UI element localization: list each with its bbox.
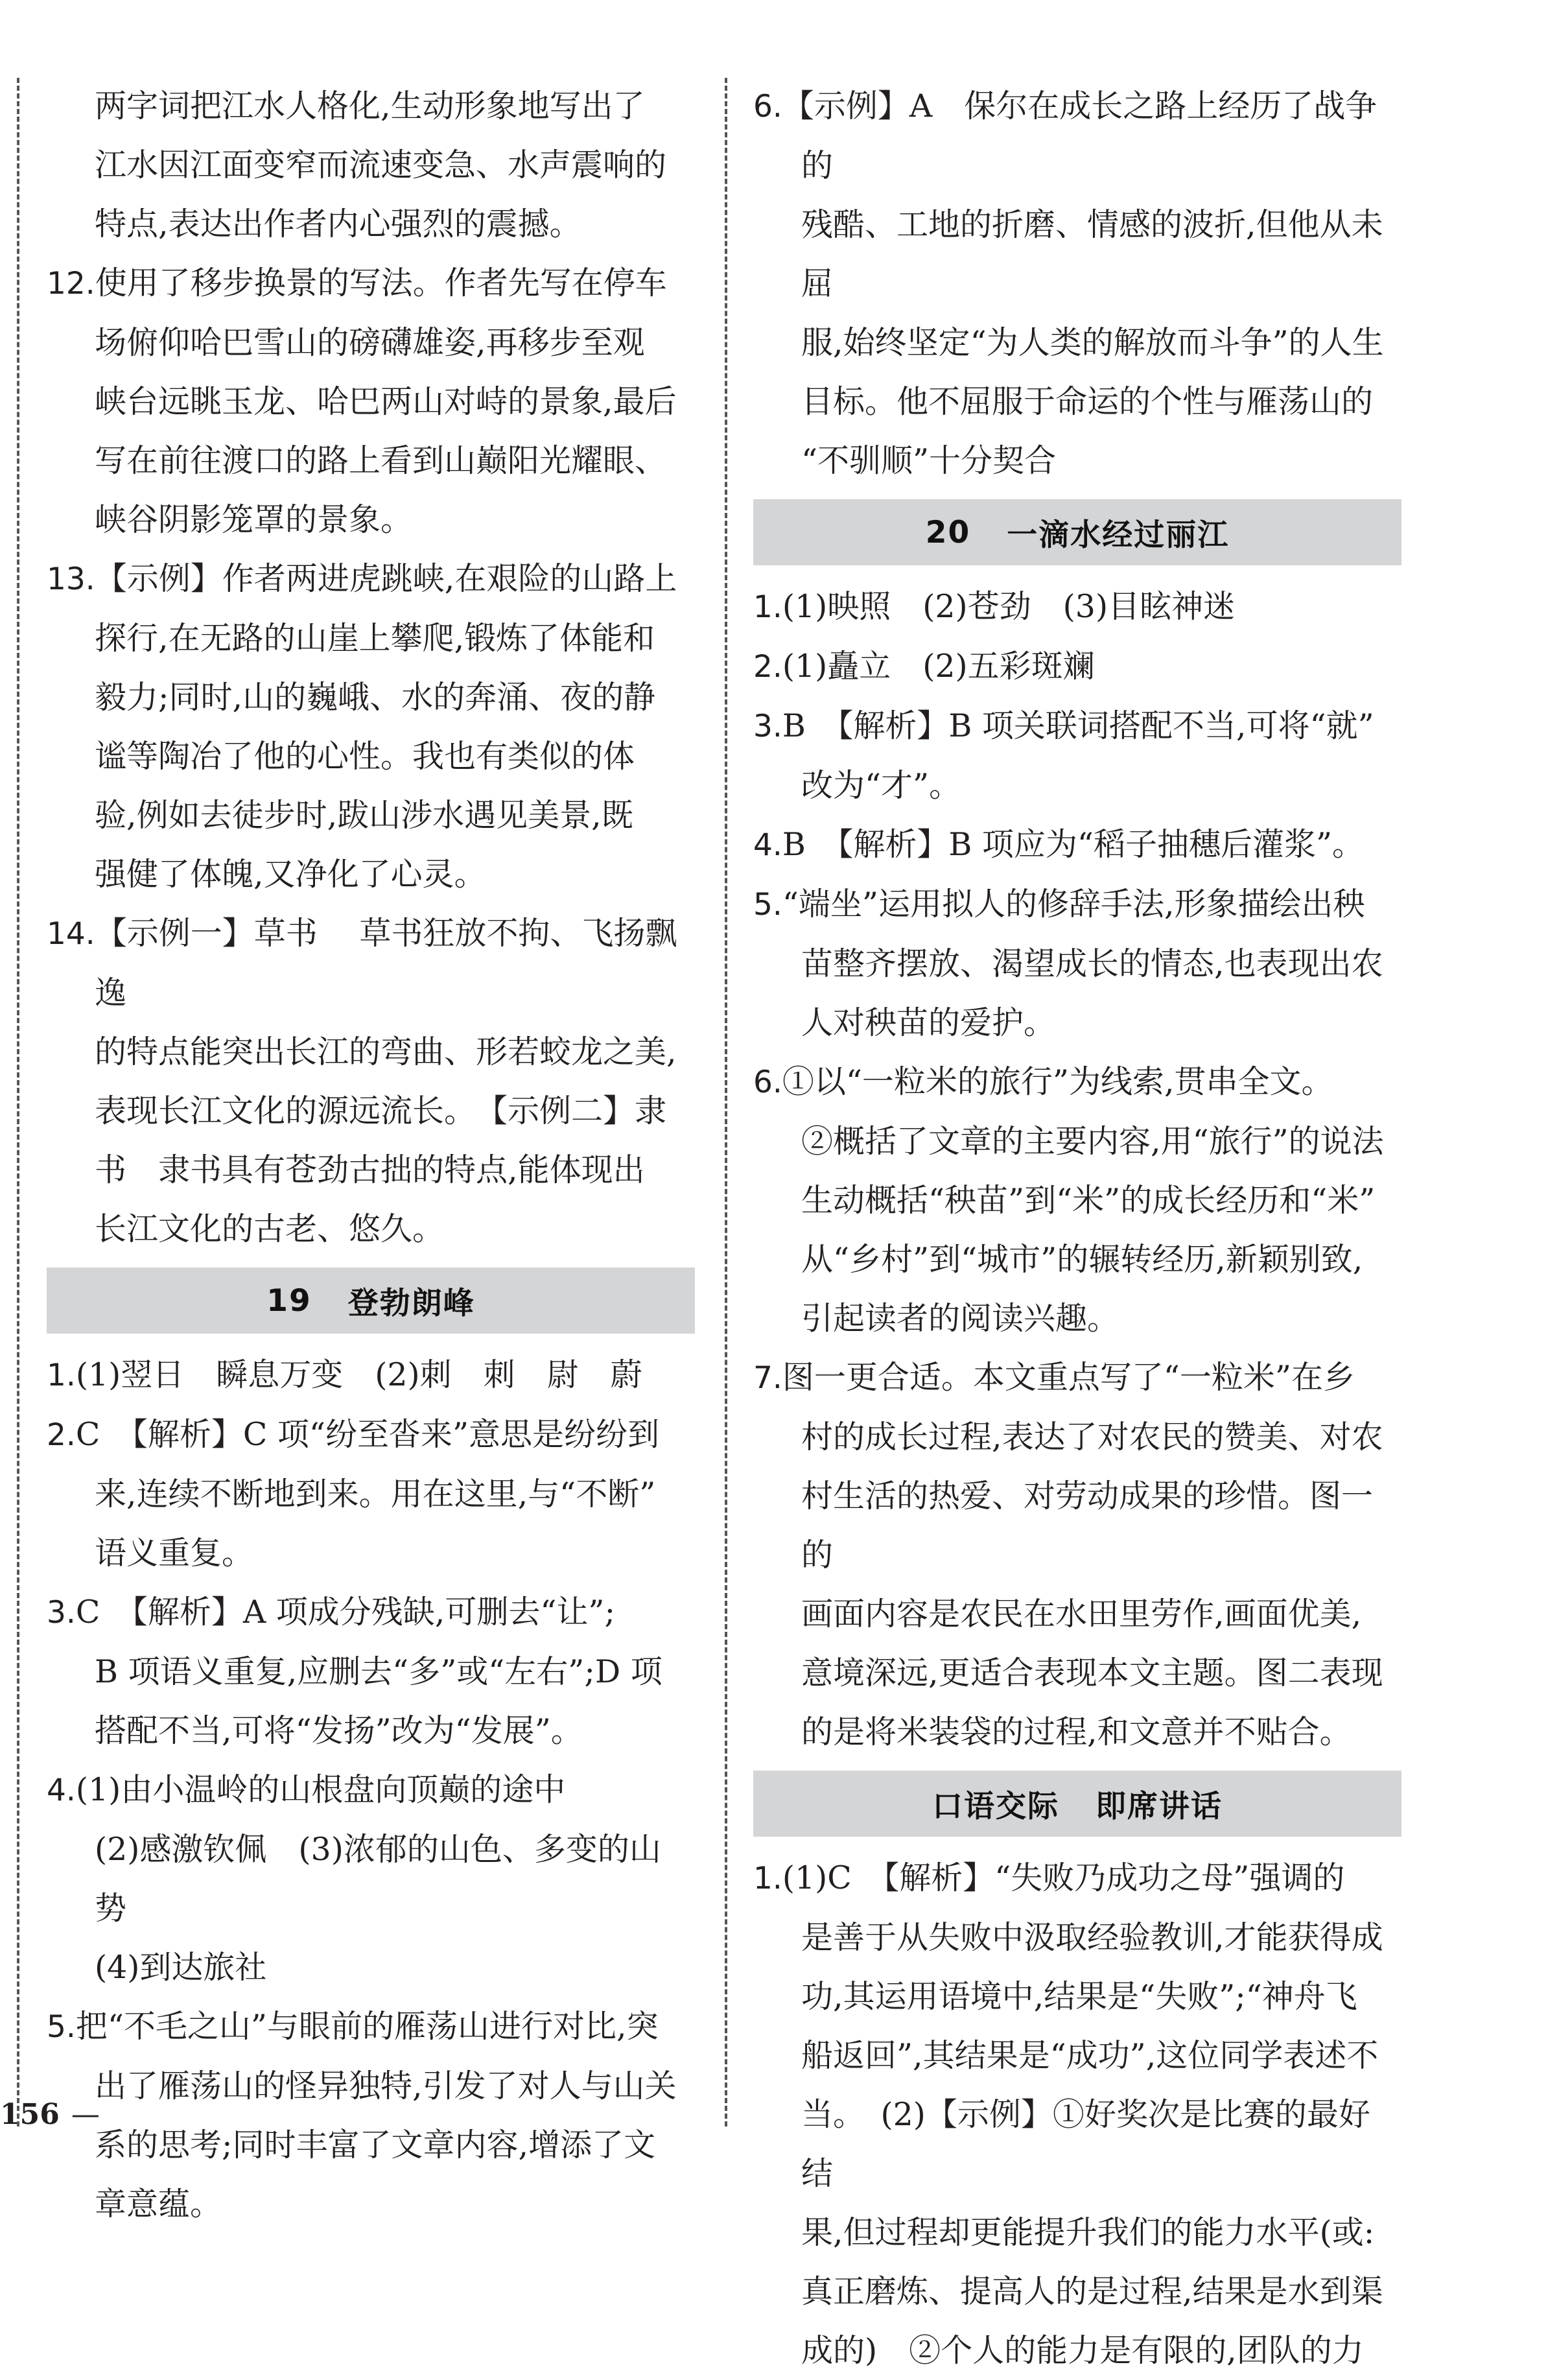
item-number: 6.: [753, 1065, 782, 1100]
text-line: 来,连续不断地到来。用在这里,与“不断”: [95, 1476, 656, 1513]
text-line: (4)到达旅社: [95, 1949, 267, 1986]
text-line: 搭配不当,可将“发扬”改为“发展”。: [95, 1712, 583, 1749]
text-line: 谧等陶冶了他的心性。我也有类似的体: [95, 738, 635, 775]
item-number: 1.: [753, 1861, 782, 1896]
item-number: 2.: [753, 649, 782, 685]
text-line: 写在前往渡口的路上看到山巅阳光耀眼、: [95, 442, 667, 479]
section-title: 口语交际: [932, 1788, 1059, 1824]
answer-item-20-5: [753, 875, 1401, 1052]
text-line: 探行,在无路的山崖上攀爬,锻炼了体能和: [95, 620, 655, 657]
text-line: 是善于从失败中汲取经验教训,才能获得成: [801, 1919, 1383, 1956]
continuation-text: [47, 77, 695, 253]
text-line: 峡台远眺玉龙、哈巴两山对峙的景象,最后: [95, 383, 677, 420]
text-line: (1)翌日 瞬息万变 (2)刺 刺 尉 蔚: [75, 1356, 642, 1393]
text-line: 服,始终坚定“为人类的解放而斗争”的人生: [801, 324, 1384, 361]
answer-item-12: [47, 253, 695, 549]
text-line: 峡谷阴影笼罩的景象。: [95, 501, 413, 538]
item-number: 4.: [753, 827, 782, 863]
answer-item-20-6: [753, 1052, 1401, 1348]
text-line: “端坐”运用拟人的修辞手法,形象描绘出秧: [782, 886, 1365, 923]
answer-item-19-4: [47, 1760, 695, 1997]
text-line: 的是将米装袋的过程,和文意并不贴合。: [801, 1714, 1352, 1750]
item-number: 14.: [47, 916, 95, 952]
answer-item-oral-1: [753, 1848, 1401, 2380]
item-number: 4.: [47, 1773, 76, 1808]
text-line: (1)映照 (2)苍劲 (3)目眩神迷: [782, 588, 1236, 625]
item-number: 12.: [47, 266, 95, 301]
text-line: 章意蕴。: [95, 2186, 222, 2222]
section-title: 一滴水经过丽江: [1007, 517, 1230, 553]
text-line: B 【解析】B 项关联词搭配不当,可将“就”: [782, 707, 1374, 744]
text-line: ②概括了文章的主要内容,用“旅行”的说法: [801, 1123, 1384, 1160]
text-line: 【示例】作者两进虎跳峡,在艰险的山路上: [95, 560, 677, 597]
text-line: 引起读者的阅读兴趣。: [801, 1300, 1119, 1337]
text-line: 场俯仰哈巴雪山的磅礴雄姿,再移步至观: [95, 324, 645, 361]
text-line: 使用了移步换景的写法。作者先写在停车: [95, 265, 667, 301]
text-line: 真正磨炼、提高人的是过程,结果是水到渠: [801, 2273, 1383, 2310]
column-divider: [725, 78, 727, 2127]
text-line: 人对秧苗的爱护。: [801, 1004, 1056, 1041]
text-line: “不驯顺”十分契合: [801, 442, 1057, 479]
answer-item-20-4: [753, 815, 1401, 875]
text-line: 毅力;同时,山的巍峨、水的奔涌、夜的静: [95, 679, 656, 716]
item-number: 2.: [47, 1417, 76, 1453]
text-line: 从“乡村”到“城市”的辗转经历,新颖别致,: [801, 1241, 1363, 1278]
text-line: C 【解析】A 项成分残缺,可删去“让”;: [75, 1594, 615, 1631]
item-number: 3.: [753, 709, 782, 744]
section-heading-19: [47, 1267, 695, 1334]
text-line: 村生活的热爱、对劳动成果的珍惜。图一的: [801, 1478, 1374, 1573]
text-line: B 【解析】B 项应为“稻子抽穗后灌浆”。: [782, 826, 1365, 863]
text-line: 江水因江面变窄而流速变急、水声震响的: [95, 147, 667, 183]
text-line: 的特点能突出长江的弯曲、形若蛟龙之美,: [95, 1033, 677, 1070]
text-line: B 项语义重复,应删去“多”或“左右”;D 项: [95, 1653, 662, 1690]
text-line: 特点,表达出作者内心强烈的震撼。: [95, 206, 581, 242]
answer-item-19-1: [47, 1345, 695, 1405]
section-title: 登勃朗峰: [347, 1285, 475, 1321]
section-heading-20: [753, 499, 1401, 565]
text-line: 当。 (2)【示例】①好奖次是比赛的最好结: [801, 2096, 1370, 2192]
section-heading-oral: [753, 1771, 1401, 1837]
text-line: 【示例】A 保尔在成长之路上经历了战争的: [782, 88, 1377, 184]
text-line: (1)C 【解析】“失败乃成功之母”强调的: [782, 1859, 1345, 1896]
text-line: 语义重复。: [95, 1535, 254, 1572]
answer-item-14: [47, 904, 695, 1258]
item-number: 5.: [47, 2009, 76, 2045]
item-number: 13.: [47, 561, 95, 597]
section-subtitle: 即席讲话: [1096, 1788, 1223, 1824]
answer-item-18-6: [753, 77, 1401, 490]
text-line: 书 隶书具有苍劲古拙的特点,能体现出: [95, 1151, 645, 1188]
text-line: 画面内容是农民在水田里劳作,画面优美,: [801, 1596, 1362, 1632]
page-footer: [0, 2098, 100, 2131]
text-line: ①以“一粒米的旅行”为线索,贯串全文。: [782, 1063, 1333, 1100]
text-line: 意境深远,更适合表现本文主题。图二表现: [801, 1655, 1383, 1691]
text-line: 长江文化的古老、悠久。: [95, 1210, 445, 1247]
text-line: 系的思考;同时丰富了文章内容,增添了文: [95, 2127, 656, 2163]
text-line: (1)由小温岭的山根盘向顶巅的途中: [75, 1771, 566, 1808]
text-line: 残酷、工地的折磨、情感的波折,但他从未屈: [801, 206, 1383, 302]
text-line: C 【解析】C 项“纷至沓来”意思是纷纷到: [75, 1416, 660, 1453]
text-line: 验,例如去徒步时,跋山涉水遇见美景,既: [95, 797, 633, 834]
text-line: 把“不毛之山”与眼前的雁荡山进行对比,突: [75, 2008, 659, 2045]
answer-item-19-5: [47, 1997, 695, 2233]
text-line: 成的) ②个人的能力是有限的,团队的力: [801, 2332, 1364, 2369]
text-line: 船返回”,其结果是“成功”,这位同学表述不: [801, 2037, 1379, 2074]
section-number: 20: [925, 514, 971, 550]
answer-item-20-2: [753, 637, 1401, 696]
text-line: 【示例一】草书 草书狂放不拘、飞扬飘逸: [95, 915, 677, 1011]
text-line: 苗整齐摆放、渴望成长的情态,也表现出农: [801, 945, 1383, 982]
answer-item-13: [47, 549, 695, 904]
text-line: (1)矗立 (2)五彩斑斓: [782, 648, 1095, 685]
left-margin-dash: [17, 78, 19, 2127]
answer-item-20-1: [753, 577, 1401, 637]
text-line: 功,其运用语境中,结果是“失败”;“神舟飞: [801, 1978, 1357, 2015]
left-column: [47, 77, 695, 2233]
text-line: 出了雁荡山的怪异独特,引发了对人与山关: [95, 2068, 677, 2104]
text-line: 强健了体魄,又净化了心灵。: [95, 856, 486, 893]
item-number: 5.: [753, 887, 782, 923]
footer-dash: —: [71, 2098, 100, 2131]
section-number: 19: [266, 1282, 312, 1319]
text-line: 生动概括“秧苗”到“米”的成长经历和“米”: [801, 1182, 1376, 1219]
answer-item-19-3: [47, 1583, 695, 1760]
answer-item-20-3: [753, 696, 1401, 815]
text-line: 改为“才”。: [801, 767, 961, 804]
item-number: 1.: [47, 1358, 76, 1393]
answer-item-20-7: [753, 1348, 1401, 1761]
answer-item-19-2: [47, 1405, 695, 1583]
text-line: 表现长江文化的源远流长。 【示例二】隶: [95, 1092, 667, 1129]
text-line: (2)感激钦佩 (3)浓郁的山色、多变的山: [95, 1831, 661, 1868]
item-number: 6.: [753, 89, 782, 124]
page-number: 156: [0, 2098, 60, 2131]
item-number: 1.: [753, 589, 782, 625]
text-line: 图一更合适。本文重点写了“一粒米”在乡: [782, 1359, 1355, 1396]
text-line: 村的成长过程,表达了对农民的赞美、对农: [801, 1419, 1383, 1455]
text-line: 果,但过程却更能提升我们的能力水平(或:: [801, 2214, 1375, 2251]
item-number: 7.: [753, 1360, 782, 1396]
text-line: 两字词把江水人格化,生动形象地写出了: [95, 88, 645, 124]
text-line: 目标。他不屈服于命运的个性与雁荡山的: [801, 383, 1374, 420]
right-column: [753, 77, 1401, 2380]
text-line: 势: [95, 1890, 127, 1927]
item-number: 3.: [47, 1595, 76, 1631]
